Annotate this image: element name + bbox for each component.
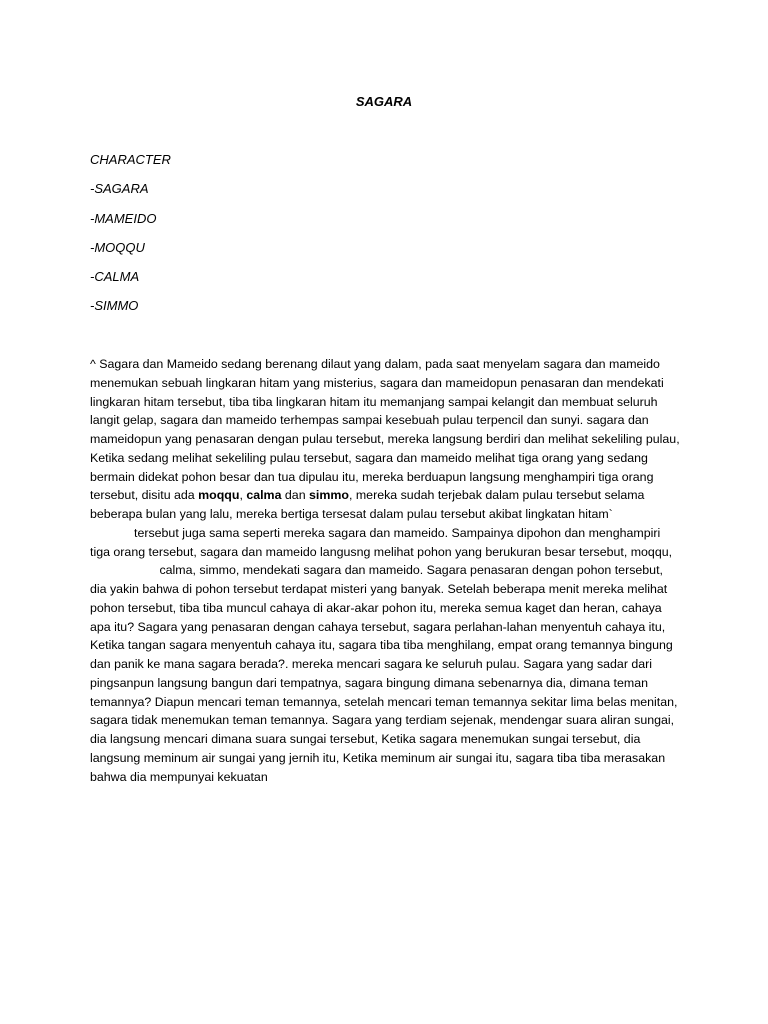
story-text-part-3: tersebut juga sama seperti mereka sagara dan mameido. Sampainya dipohon dan menghampiri tiga orang tersebut, sagara dan mameido langusng melihat pohon yang berukuran besar tersebut, moqqu,: [90, 525, 673, 559]
story-paragraph: [90, 355, 682, 786]
character-item-simmo: -SIMMO: [90, 298, 139, 314]
character-item-mameido: -MAMEIDO: [90, 210, 157, 226]
story-separator-1: ,: [239, 488, 247, 503]
story-name-calma: calma: [246, 488, 282, 503]
character-item-moqqu: -MOQQU: [90, 239, 145, 255]
story-separator-2: dan: [281, 488, 310, 503]
character-item-sagara: -SAGARA: [90, 181, 149, 197]
story-text-part-4: calma, simmo, mendekati sagara dan mameido. Sagara penasaran dengan pohon tersebut, dia yakin bahwa di pohon tersebut terdapat misteri yang banyak. Setelah beberapa menit mereka melihat pohon tersebut, tiba tiba muncul cahaya di akar-akar pohon itu, mereka semua kaget dan heran, cahaya apa itu? Sagara yang penasaran dengan cahaya tersebut, sagara perlahan-lahan menyentuh cahaya itu, Ketika tangan sagara menyentuh cahaya itu, sagara tiba tiba menghilang, empat orang temannya bingung dan panik ke mana sagara berada?. mereka mencari sagara ke seluruh pulau. Sagara yang sadar dari pingsanpun langsung bangun dari tempatnya, sagara bingung dimana sebenarnya dia, dimana teman temannya? Diapun mencari teman temannya, setelah mencari teman temannya sekitar lima belas menitan, sagara tidak menemukan teman temannya. Sagara yang terdiam sejenak, mendengar suara aliran sungai, dia langsung mencari dimana suara sungai tersebut, Ketika sagara menemukan sungai tersebut, dia langsung meminum air sungai yang jernih itu, Ketika meminum air sungai itu, sagara tiba tiba merasakan bahwa dia mempunyai kekuatan: [90, 563, 678, 784]
character-item-calma: -CALMA: [90, 269, 140, 285]
story-text-part-2: , mereka sudah terjebak dalam pulau tersebut selama beberapa bulan yang lalu, mereka bertiga tersesat dalam pulau tersebut akibat lingkatan hitam`: [90, 488, 645, 521]
character-heading: CHARACTER: [90, 152, 171, 167]
story-name-moqqu: moqqu: [198, 488, 240, 503]
story-name-simmo: simmo: [309, 488, 349, 503]
character-list: [90, 152, 171, 328]
document-title: SAGARA: [355, 94, 413, 109]
story-text-part-1: ^ Sagara dan Mameido sedang berenang dilaut yang dalam, pada saat menyelam sagara dan mameido menemukan sebuah lingkaran hitam yang misterius, sagara dan mameidopun penasaran dan mendekati lingkaran hitam tersebut, tiba tiba lingkaran hitam itu memanjang sampai kelangit dan membuat seluruh langit gelap, sagara dan mameido terhempas sampai kesebuah pulau terpencil dan sunyi. sagara dan mameidopun yang penasaran dengan pulau tersebut, mereka langsung berdiri dan melihat sekeliling pulau, Ketika sedang melihat sekeliling pulau tersebut, sagara dan mameido melihat tiga orang yang sedang bermain didekat pohon besar dan tua dipulau itu, mereka berduapun langsung menghampiri tiga orang tersebut, disitu ada: [90, 357, 680, 503]
